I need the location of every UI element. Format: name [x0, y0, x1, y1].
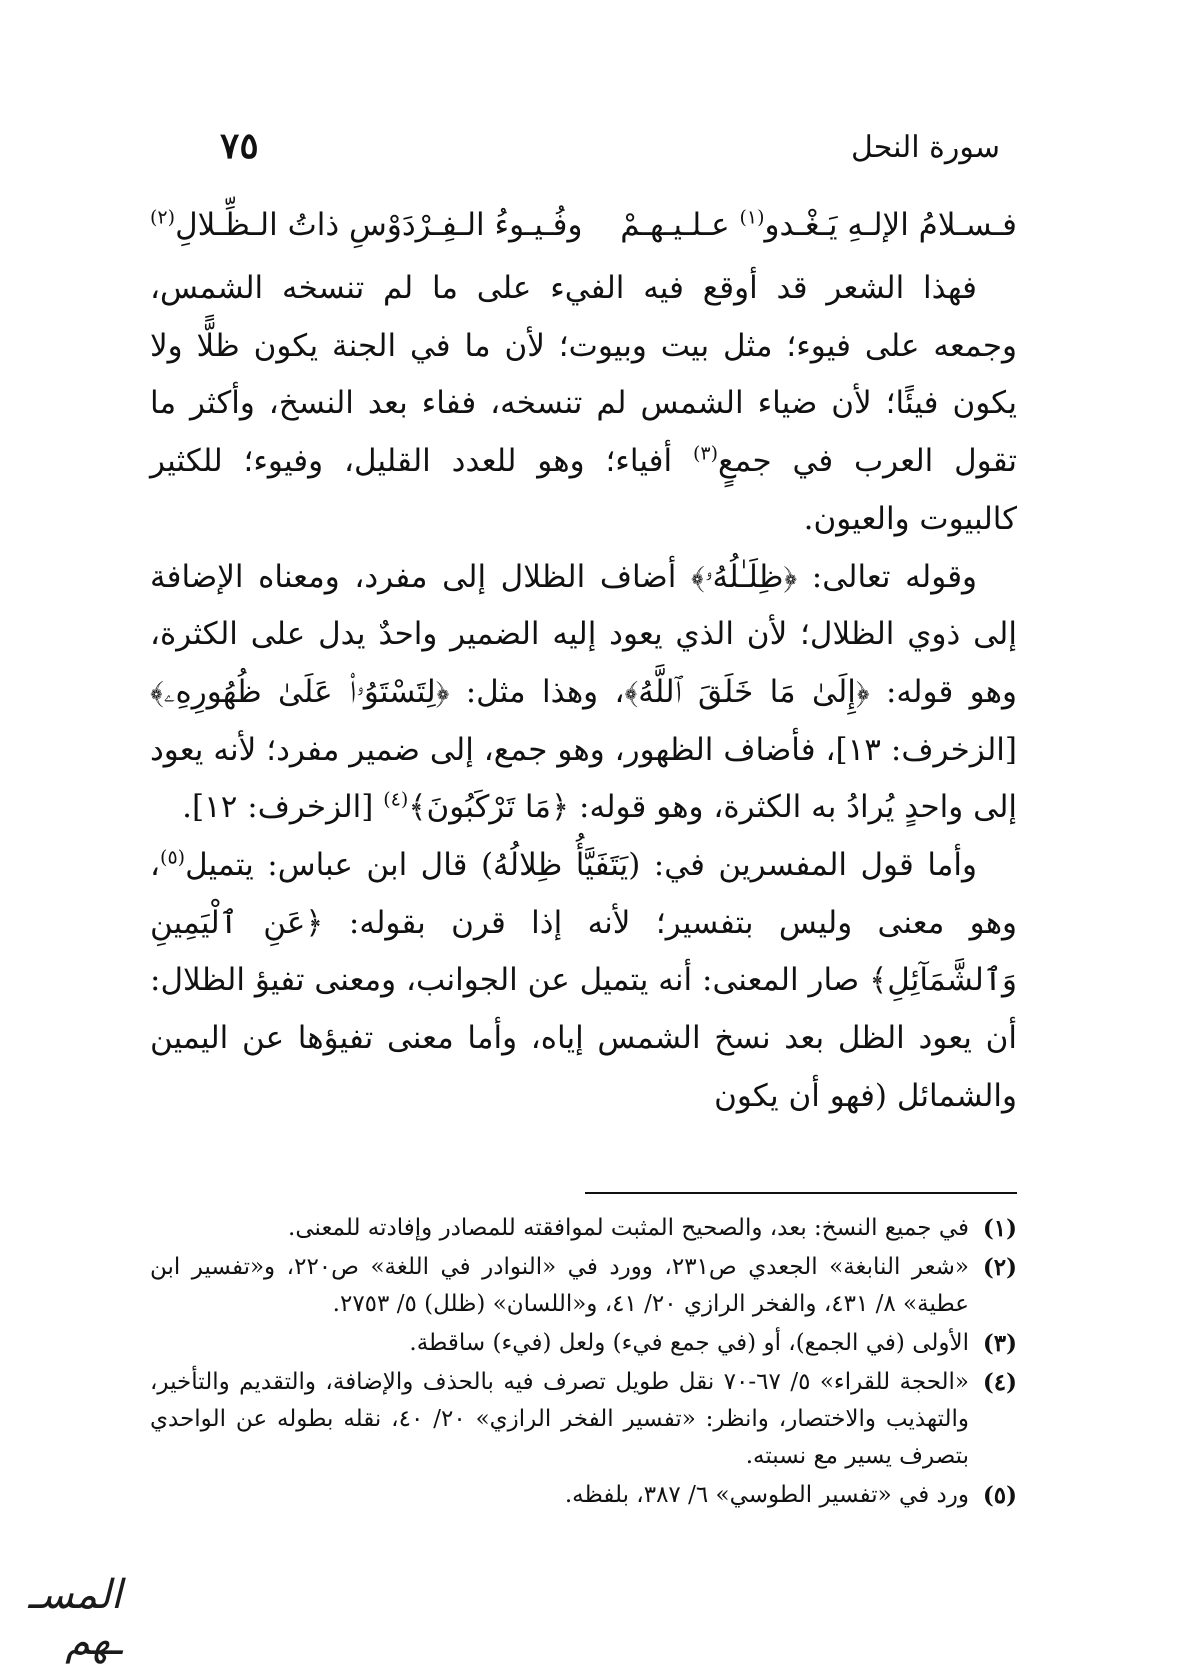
footnote-ref-2[interactable]: (٢)	[150, 206, 176, 229]
quran-quote: ﴿مَا تَرْكَبُونَ﴾	[408, 789, 570, 826]
footnote-text: «الحجة للقراء» ٥/ ٦٧-٧٠ نقل طويل تصرف فيه بالحذف والإضافة، والتقديم والتأخير، والتهذيب والاختصار، وانظر: «تفسير الفخر الرازي» ٢٠/ ٤٠، نقله بطوله عن الواحدي بتصرف يسير مع نسبته.	[150, 1369, 970, 1469]
footnote-ref-1[interactable]: (١)	[739, 206, 765, 229]
first-hemistich: فـسـلامُ الإلـهِ يَـغْـدو$^{(١)}$ عـلـيـهـمْ	[620, 206, 1017, 243]
footnote-number: (٢)	[982, 1254, 1017, 1281]
stamp-calligraphy: المسـ ـهم	[28, 1572, 122, 1664]
footnote-ref-4[interactable]: (٤)	[383, 789, 409, 811]
quran-quote: ﴿عَنِ ٱلْيَمِينِ وَٱلشَّمَآئِلِ﴾	[150, 904, 1017, 999]
footnote-text: الأولى (في الجمع)، أو (في جمع فيء) ولعل (فيء) ساقطة.	[409, 1330, 969, 1356]
footnote	[150, 1210, 1017, 1247]
paragraph-1: فهذا الشعر قد أوقع فيه الفيء على ما لم تنسخه الشمس، وجمعه على فيوء؛ مثل بيت وبيوت؛ لأن ما في الجنة يكون ظلًّا ولا يكون فيئًا؛ لأن ضياء الشمس لم تنسخه، ففاء بعد النسخ، وأكثر ما تقول العرب في جمعٍ$^{(٣)}$ أفياء؛ وهو للعدد القليل، وفيوء؛ للكثير كالبيوت والعيون.	[150, 270, 1017, 537]
quran-quote: ﴿لِتَسْتَوُۥا۟ عَلَىٰ ظُهُورِهِۦ﴾	[150, 673, 450, 710]
footnote-text: «شعر النابغة» الجعدي ص٢٣١، وورد في «النوادر في اللغة» ص٢٢٠، و«تفسير ابن عطية» ٨/ ٤٣١، والفخر الرازي ٢٠/ ٤١، و«اللسان» (ظلل) ٥/ ٢٧٥٣.	[150, 1254, 970, 1317]
footnote-number: (٥)	[982, 1482, 1017, 1509]
footnote	[150, 1364, 1017, 1475]
footnotes	[150, 1210, 1017, 1516]
main-text	[150, 190, 1017, 1126]
library-stamp-logo	[12, 1572, 122, 1664]
footnote	[150, 1477, 1017, 1514]
footnote-text: ورد في «تفسير الطوسي» ٦/ ٣٨٧، بلفظه.	[564, 1482, 969, 1508]
running-title: سورة النحل	[851, 130, 1000, 165]
poetry-verse	[150, 190, 1017, 260]
footnote-number: (٤)	[982, 1369, 1017, 1396]
footnote-number: (٣)	[982, 1330, 1017, 1357]
footnote-ref-3[interactable]: (٣)	[692, 442, 719, 465]
paragraph-3: وأما قول المفسرين في: (يَتَفَيَّأُ ظِلالُهُ) قال ابن عباس: يتميل$^{(٥)}$، وهو معنى وليس بتفسير؛ لأنه إذا قرن بقوله: ﴿عَنِ ٱلْيَمِينِ وَٱلشَّمَآئِلِ﴾ صار المعنى: أنه يتميل عن الجوانب، ومعنى تفيؤ الظلال: أن يعود الظل بعد نسخ الشمس إياه، وأما معنى تفيؤها عن اليمين والشمائل (فهو أن يكون	[150, 846, 1018, 1114]
footnote-number: (١)	[982, 1215, 1017, 1242]
page-number: ٧٥	[220, 125, 259, 167]
footnote	[150, 1249, 1017, 1323]
footnote-text: في جميع النسخ: بعد، والصحيح المثبت لموافقته للمصادر وإفادته للمعنى.	[288, 1215, 969, 1241]
second-hemistich: وفُـيـوءُ الـفِـرْدَوْسِ ذاتُ الـظِّـلالِ$^{(٢)}$	[150, 206, 583, 243]
paragraph-2: وقوله تعالى: ﴿ظِلَـٰلُهُۥ﴾ أضاف الظلال إلى مفرد، ومعناه الإضافة إلى ذوي الظلال؛ لأن الذي يعود إليه الضمير واحدٌ يدل على الكثرة، وهو قوله: ﴿إِلَىٰ مَا خَلَقَ ٱللَّهُ﴾، وهذا مثل: ﴿لِتَسْتَوُۥا۟ عَلَىٰ ظُهُورِهِۦ﴾ [الزخرف: ١٣]، فأضاف الظهور، وهو جمع، إلى ضمير مفرد؛ لأنه يعود إلى واحدٍ يُرادُ به الكثرة، وهو قوله: ﴿مَا تَرْكَبُونَ﴾$^{(٤)}$ [الزخرف: ١٢].	[150, 558, 1017, 826]
quran-quote: ﴿ظِلَـٰلُهُۥ﴾	[690, 558, 798, 595]
quran-quote: ﴿إِلَىٰ مَا خَلَقَ ٱللَّهُ﴾	[624, 673, 870, 710]
footnote-ref-5[interactable]: (٥)	[160, 846, 186, 869]
footnote-separator	[585, 1192, 1017, 1194]
footnote	[150, 1325, 1017, 1362]
page-header	[220, 125, 1000, 178]
